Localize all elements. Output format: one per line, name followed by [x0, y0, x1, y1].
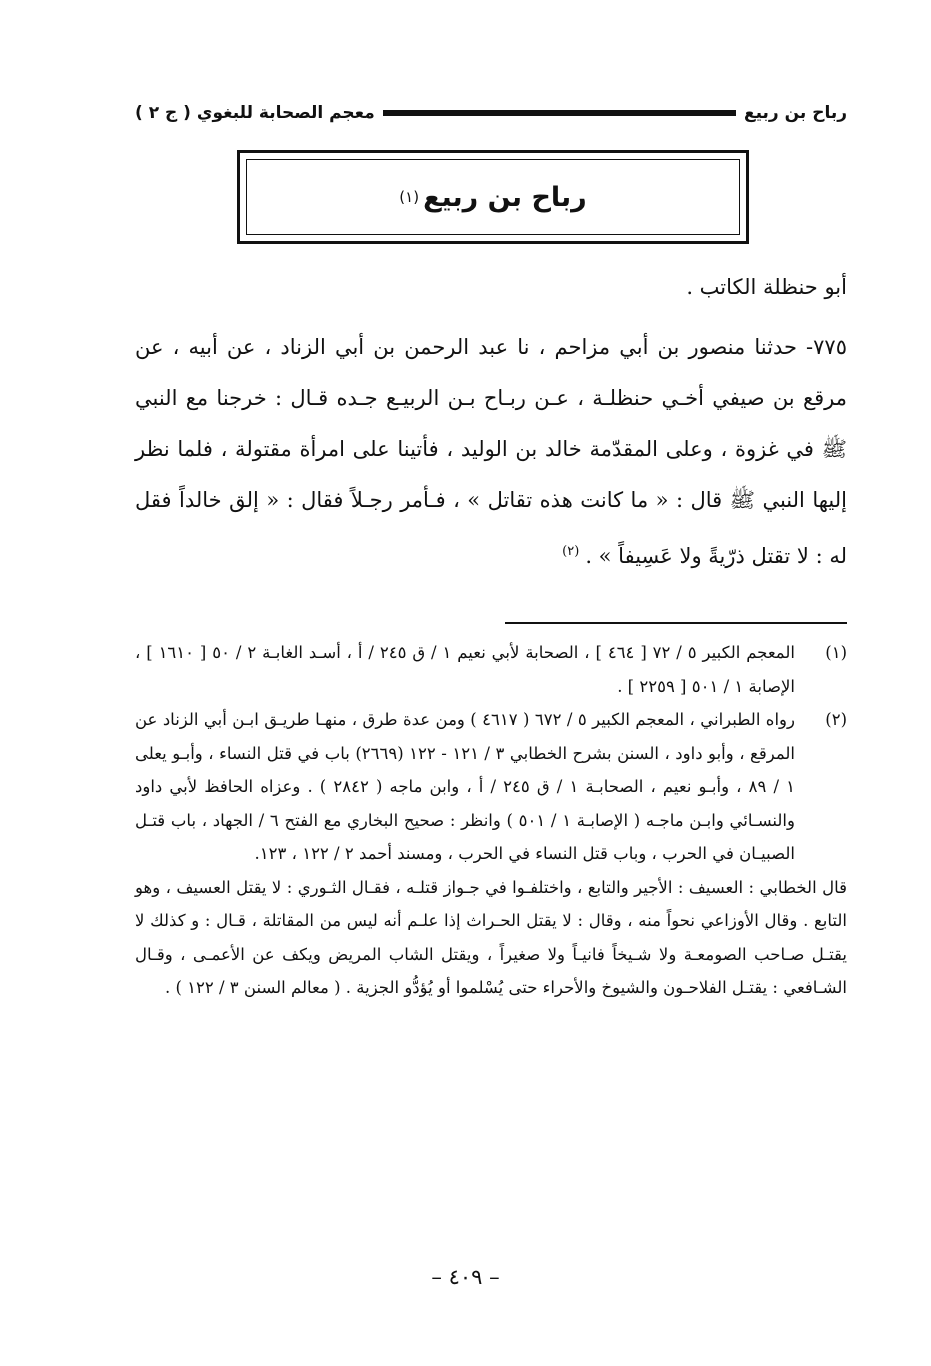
- entry-title: رباح بن ربيع: [423, 181, 587, 213]
- khattabi-comment: قال الخطابي : العسيف : الأجير والتابع ، واختلفـوا في جـواز قتلـه ، فقـال الثـوري : لا يقتل العسيف ، وهو التابع . وقال الأوزاعي نحواً منه ، وقال : لا يقتل الحـراث إذا علـم أنه ليس من المقاتلة ، قـال : و كذلك لا يقتـل صـاحب الصومعـة ولا شـيخاً فانيـاً ولا صغيراً ، ويقتل الشاب المريض ويكف عن الأعمـى ، وقـال الشـافعي : يقتـل الفلاحـون والشيوخ والأحراء حتى يُسْلموا أو يُؤدُّو الجزية . ( معالم السنن ٣ / ١٢٢ ) .: [135, 877, 847, 997]
- hadith-text: ٧٧٥- حدثنا منصور بن أبي مزاحم ، نا عبد الرحمن بن أبي الزناد ، عن أبيه ، عن مرقع بن صيفي أخـي حنظلـة ، عـن ربـاح بـن الربيـع جـده قـال : خرجنا مع النبي ﷺ في غزوة ، وعلى المقدّمة خالد بن الوليد ، فأتينا على امرأة مقتولة ، فلما نظر إليها النبي ﷺ قال : « ما كانت هذه تقاتل » ، فـأمر رجـلاً فقال : « إلق خالداً فقل له : لا تقتل ذرّيةً ولا عَسِيفاً » .: [135, 335, 847, 568]
- hadith-paragraph: [135, 322, 847, 582]
- running-header-entry: رباح بن ربيع: [743, 103, 847, 123]
- running-header: [135, 100, 847, 126]
- hadith-footnote-ref: (٢): [562, 544, 580, 559]
- title-footnote-ref: (١): [399, 188, 420, 206]
- kunya-line: أبو حنظلة الكاتب .: [686, 275, 847, 299]
- footnote-text: المعجم الكبير ٥ / ٧٢ [ ٤٦٤ ] ، الصحابة لأبي نعيم ١ / ق ٢٤٥ / أ ، أسـد الغابـة ٢ / ٥٠ [ ١٦١٠ ] ، الإصابة ١ / ٥٠١ [ ٢٢٥٩ ] .: [135, 643, 795, 696]
- footnote-number: (٢): [825, 710, 847, 729]
- footnote-separator: [505, 622, 847, 624]
- footnotes: [135, 636, 847, 1005]
- running-header-book-title: معجم الصحابة للبغوي ( ج ٢ ): [135, 103, 375, 123]
- footnote-text: رواه الطبراني ، المعجم الكبير ٥ / ٦٧٢ ( ٤٦١٧ ) ومن عدة طرق ، منهـا طريـق ابـن أبي الزناد عن المرقع ، وأبو داود ، السنن بشرح الخطابي ٣ / ١٢١ - ١٢٢ (٢٦٦٩) باب في قتل النساء ، وأبـو يعلى ١ / ٨٩ ، وأبـو نعيم ، الصحابـة ١ / ق ٢٤٥ / أ ، وابن ماجه ( ٢٨٤٢ ) . وعزاه الحافظ لأبي داود والنسـائي وابـن ماجـه ( الإصابـة ١ / ٥٠١ ) وانظر : صحيح البخاري مع الفتح ٦ / الجهاد ، باب قتـل الصبيـان في الحرب ، وباب قتل النساء في الحرب ، ومسند أحمد ٢ / ١٢٢ ، ١٢٣.: [135, 710, 795, 863]
- title-frame: [237, 150, 749, 244]
- footnote-number: (١): [825, 643, 847, 662]
- title-inner-frame: [246, 159, 740, 235]
- footnote-2: [135, 703, 847, 871]
- header-rule: [383, 110, 736, 116]
- footnote-1: [135, 636, 847, 703]
- page-number: – ٤٠٩ –: [431, 1265, 500, 1289]
